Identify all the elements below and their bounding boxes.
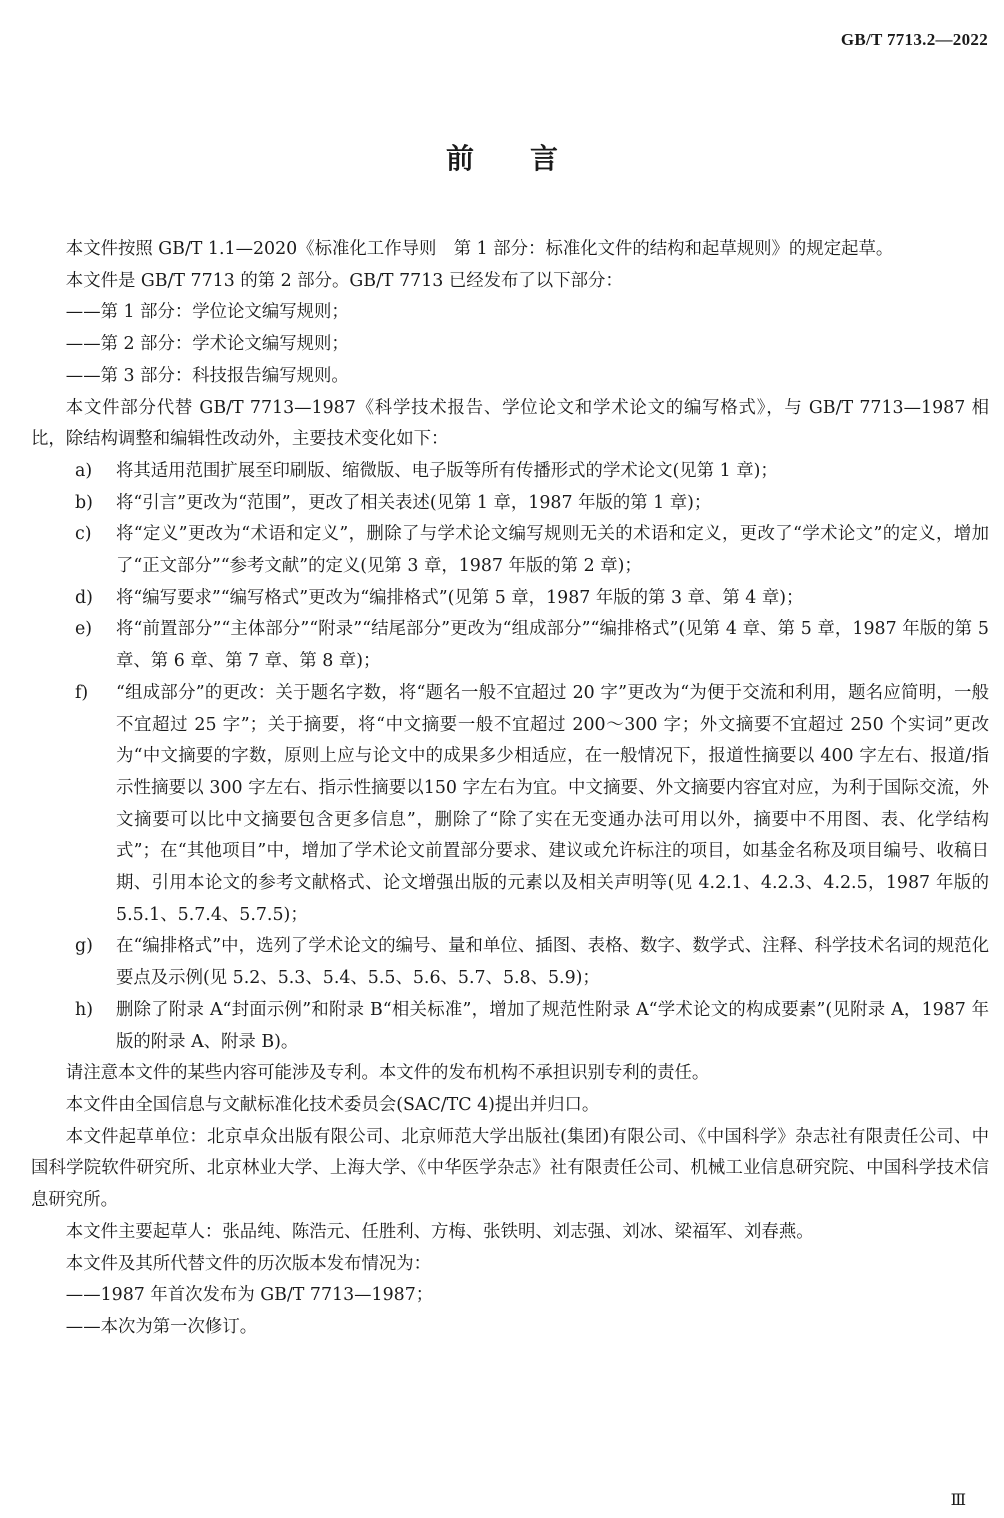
change-text: 将“前置部分”“主体部分”“附录”“结尾部分”更改为“组成部分”“编排格式”(见第 4 章、第 5 章，1987 年版的第 5 章、第 6 章、第 7 章、第 8 章)；: [116, 619, 989, 672]
change-item-d: [31, 583, 989, 615]
change-item-c: [31, 519, 989, 582]
change-text: 将“引言”更改为“范围”，更改了相关表述(见第 1 章，1987 年版的第 1 章)；: [116, 492, 712, 513]
page-title: 前 言: [445, 142, 558, 175]
history-item-1987: ——1987 年首次发布为 GB/T 7713—1987；: [65, 1285, 434, 1306]
list-item-part-2: ——第 2 部分：学术论文编写规则；: [65, 334, 349, 355]
change-item-e: [31, 614, 989, 677]
change-item-h: [31, 995, 989, 1058]
change-label: c): [75, 524, 92, 545]
change-item-g: [31, 931, 989, 994]
paragraph-part-statement: 本文件是 GB/T 7713 的第 2 部分。GB/T 7713 已经发布了以下部分：: [65, 270, 623, 291]
change-item-b: [31, 488, 989, 520]
change-label: h): [75, 999, 93, 1020]
change-text: “组成部分”的更改：关于题名字数，将“题名一般不宜超过 20 字”更改为“为便于交流和利用，题名应简明，一般不宜超过 25 字”；关于摘要，将“中文摘要一般不宜超过 200～300 字；外文摘要不宜超过 250 个实词”更改为“中文摘要的字数，原则上应与论文中的成果多少相适应，在一般情况下，报道性摘要以 400 字左右、报道/指示性摘要以 300 字左右、指示性摘要以150 字左右为宜。中文摘要、外文摘要内容宜对应，为利于国际交流，外文摘要可以比中文摘要包含更多信息”，删除了“除了实在无变通办法可用以外，摘要中不用图、表、化学结构式”；在“其他项目”中，增加了学术论文前置部分要求、建议或允许标注的项目，如基金名称及项目编号、收稿日期、引用本论文的参考文献格式、论文增强出版的元素以及相关声明等(见 4.2.1、4.2.3、4.2.5，1987 年版的 5.5.1、5.7.4、5.7.5)；: [116, 682, 989, 925]
change-item-f: [31, 678, 989, 932]
paragraph-patent-notice: 请注意本文件的某些内容可能涉及专利。本文件的发布机构不承担识别专利的责任。: [65, 1063, 710, 1084]
change-text: 在“编排格式”中，选列了学术论文的编号、量和单位、插图、表格、数字、数学式、注释、科学技术名词的规范化要点及示例(见 5.2、5.3、5.4、5.5、5.6、5.7、5.8、5.9)；: [116, 936, 989, 989]
change-text: 将“编写要求”“编写格式”更改为“编排格式”(见第 5 章，1987 年版的第 3 章、第 4 章)；: [116, 587, 804, 608]
paragraph-replacement: 本文件部分代替 GB/T 7713—1987《科学技术报告、学位论文和学术论文的编写格式》，与 GB/T 7713—1987 相比，除结构调整和编辑性改动外，主要技术变化如下：: [31, 397, 989, 450]
page-number: Ⅲ: [950, 1492, 966, 1509]
change-label: f): [75, 682, 89, 703]
change-text: 将其适用范围扩展至印刷版、缩微版、电子版等所有传播形式的学术论文(见第 1 章)；: [116, 460, 778, 481]
change-label: g): [75, 936, 93, 957]
change-item-a: [31, 456, 989, 488]
paragraph-drafting-units: 本文件起草单位：北京卓众出版有限公司、北京师范大学出版社(集团)有限公司、《中国科学》杂志社有限责任公司、中国科学院软件研究所、北京林业大学、上海大学、《中华医学杂志》社有限责任公司、机械工业信息研究院、中国科学技术信息研究所。: [31, 1126, 989, 1211]
change-text: 将“定义”更改为“术语和定义”，删除了与学术论文编写规则无关的术语和定义，更改了“学术论文”的定义，增加了“正文部分”“参考文献”的定义(见第 3 章，1987 年版的第 2 章)；: [116, 524, 989, 577]
foreword-body: [31, 234, 989, 1344]
change-label: b): [75, 492, 93, 513]
change-label: e): [75, 619, 93, 640]
change-text: 删除了附录 A“封面示例”和附录 B“相关标准”，增加了规范性附录 A“学术论文的构成要素”(见附录 A，1987 年版的附录 A、附录 B)。: [116, 999, 989, 1052]
change-label: d): [75, 587, 93, 608]
paragraph-history-intro: 本文件及其所代替文件的历次版本发布情况为：: [65, 1253, 432, 1274]
change-label: a): [75, 460, 93, 481]
list-item-part-3: ——第 3 部分：科技报告编写规则。: [65, 365, 349, 386]
paragraph-proposer: 本文件由全国信息与文献标准化技术委员会(SAC/TC 4)提出并归口。: [65, 1094, 600, 1115]
list-item-part-1: ——第 1 部分：学位论文编写规则；: [65, 302, 349, 323]
paragraph-drafters: 本文件主要起草人：张品纯、陈浩元、任胜利、方梅、张铁明、刘志强、刘冰、梁福军、刘春燕。: [65, 1221, 814, 1242]
history-item-revision: ——本次为第一次修订。: [65, 1316, 258, 1337]
paragraph-drafting-basis: 本文件按照 GB/T 1.1—2020《标准化工作导则 第 1 部分：标准化文件的结构和起草规则》的规定起草。: [65, 239, 894, 259]
standard-code: GB/T 7713.2—2022: [840, 30, 988, 49]
